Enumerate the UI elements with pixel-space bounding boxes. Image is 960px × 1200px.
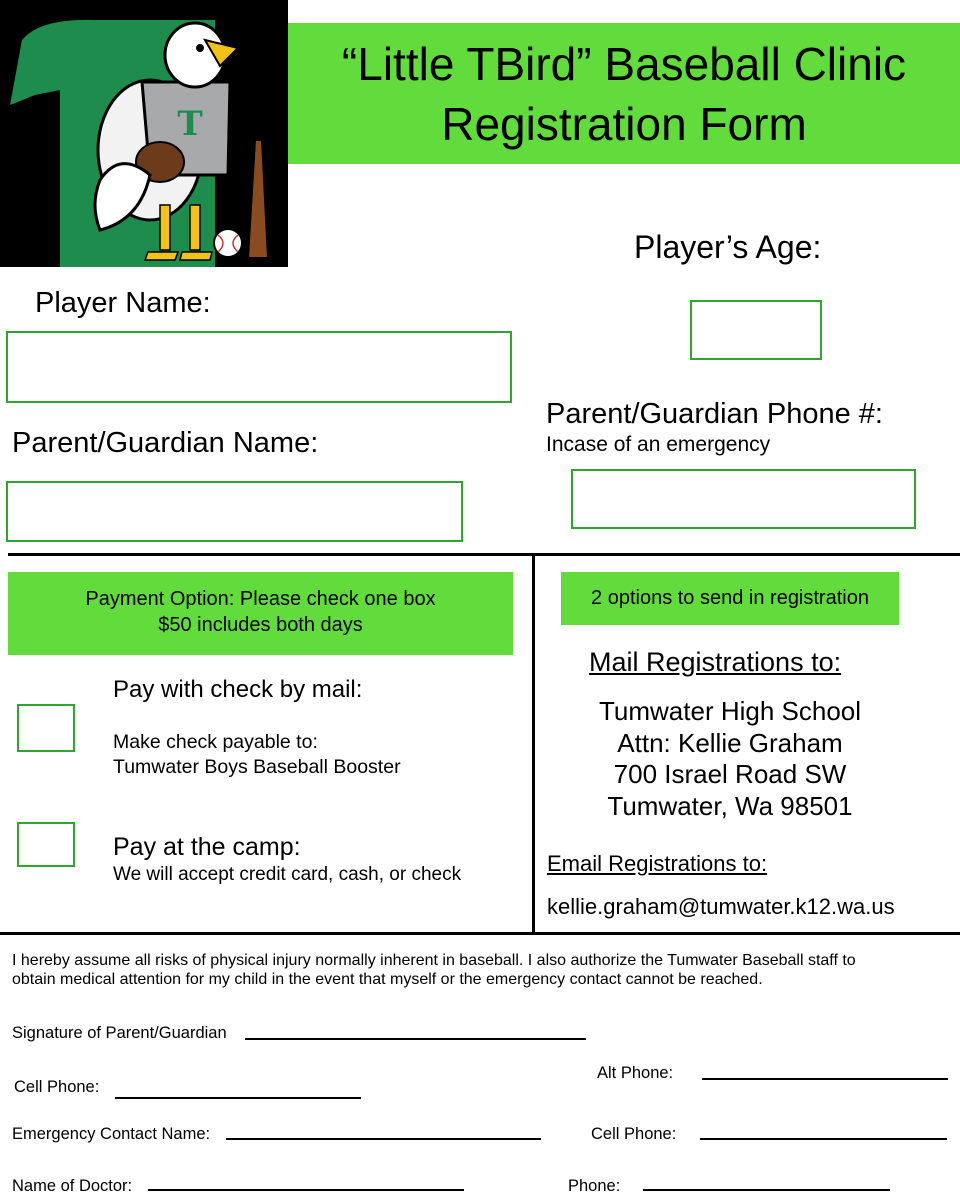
parent-phone-label: Parent/Guardian Phone #: <box>546 398 883 430</box>
address-line: Attn: Kellie Graham <box>617 727 843 758</box>
emergency-cell-label: Cell Phone: <box>591 1125 677 1143</box>
email-address[interactable]: kellie.graham@tumwater.k12.wa.us <box>547 894 895 919</box>
player-age-input[interactable] <box>690 300 822 360</box>
svg-text:T: T <box>177 104 203 144</box>
cell-phone-label: Cell Phone: <box>14 1078 100 1096</box>
doctor-label: Name of Doctor: <box>12 1177 133 1195</box>
title-banner <box>288 23 960 164</box>
mascot-illustration <box>0 0 288 267</box>
mail-address <box>560 696 900 822</box>
signature-line[interactable] <box>245 1038 586 1040</box>
doctor-phone-label: Phone: <box>568 1177 621 1195</box>
alt-phone-line[interactable] <box>702 1078 948 1080</box>
player-age-label: Player’s Age: <box>634 229 822 265</box>
title-line-2: Registration Form <box>441 98 807 150</box>
check-payable-label: Make check payable to: <box>113 731 318 753</box>
waiver-line-2: obtain medical attention for my child in the event that myself or the emergency contact cannot be reached. <box>12 971 763 988</box>
payment-header-line2: $50 includes both days <box>158 614 363 636</box>
cell-phone-line[interactable] <box>115 1097 361 1099</box>
send-options-header <box>561 572 899 625</box>
section-divider-lower <box>0 932 960 935</box>
payment-header-line1: Payment Option: Please check one box <box>85 588 436 610</box>
pay-at-camp-title: Pay at the camp: <box>113 833 301 861</box>
parent-name-input[interactable] <box>6 481 463 542</box>
pay-at-camp-note: We will accept credit card, cash, or check <box>113 864 462 885</box>
tbird-logo <box>0 0 288 267</box>
check-by-mail-title: Pay with check by mail: <box>113 676 363 703</box>
alt-phone-label: Alt Phone: <box>597 1064 674 1082</box>
emergency-cell-line[interactable] <box>700 1138 947 1140</box>
address-line: Tumwater, Wa 98501 <box>607 790 853 821</box>
parent-name-label: Parent/Guardian Name: <box>12 427 319 459</box>
payment-header <box>8 572 513 655</box>
send-options-text: 2 options to send in registration <box>591 587 869 609</box>
player-name-input[interactable] <box>6 331 512 403</box>
email-title: Email Registrations to: <box>547 851 768 876</box>
title-line-1: “Little TBird” Baseball Clinic <box>341 38 907 90</box>
waiver-line-1: I hereby assume all risks of physical injury normally inherent in baseball. I also authorize the Tumwater Baseball staff to <box>12 952 856 969</box>
parent-phone-input[interactable] <box>571 469 916 529</box>
mail-title: Mail Registrations to: <box>589 647 842 677</box>
check-by-mail-checkbox[interactable] <box>17 704 75 752</box>
section-divider <box>8 553 960 556</box>
address-line: 700 Israel Road SW <box>613 759 847 789</box>
emergency-contact-label: Emergency Contact Name: <box>12 1125 211 1143</box>
doctor-line[interactable] <box>148 1189 464 1191</box>
emergency-contact-line[interactable] <box>226 1138 541 1140</box>
signature-label: Signature of Parent/Guardian <box>12 1024 227 1042</box>
column-divider <box>532 555 535 933</box>
pay-at-camp-checkbox[interactable] <box>17 822 75 867</box>
check-payee: Tumwater Boys Baseball Booster <box>113 756 401 778</box>
parent-phone-note: Incase of an emergency <box>546 433 771 456</box>
player-name-label: Player Name: <box>35 287 211 319</box>
doctor-phone-line[interactable] <box>643 1189 890 1191</box>
address-line: Tumwater High School <box>598 696 862 726</box>
